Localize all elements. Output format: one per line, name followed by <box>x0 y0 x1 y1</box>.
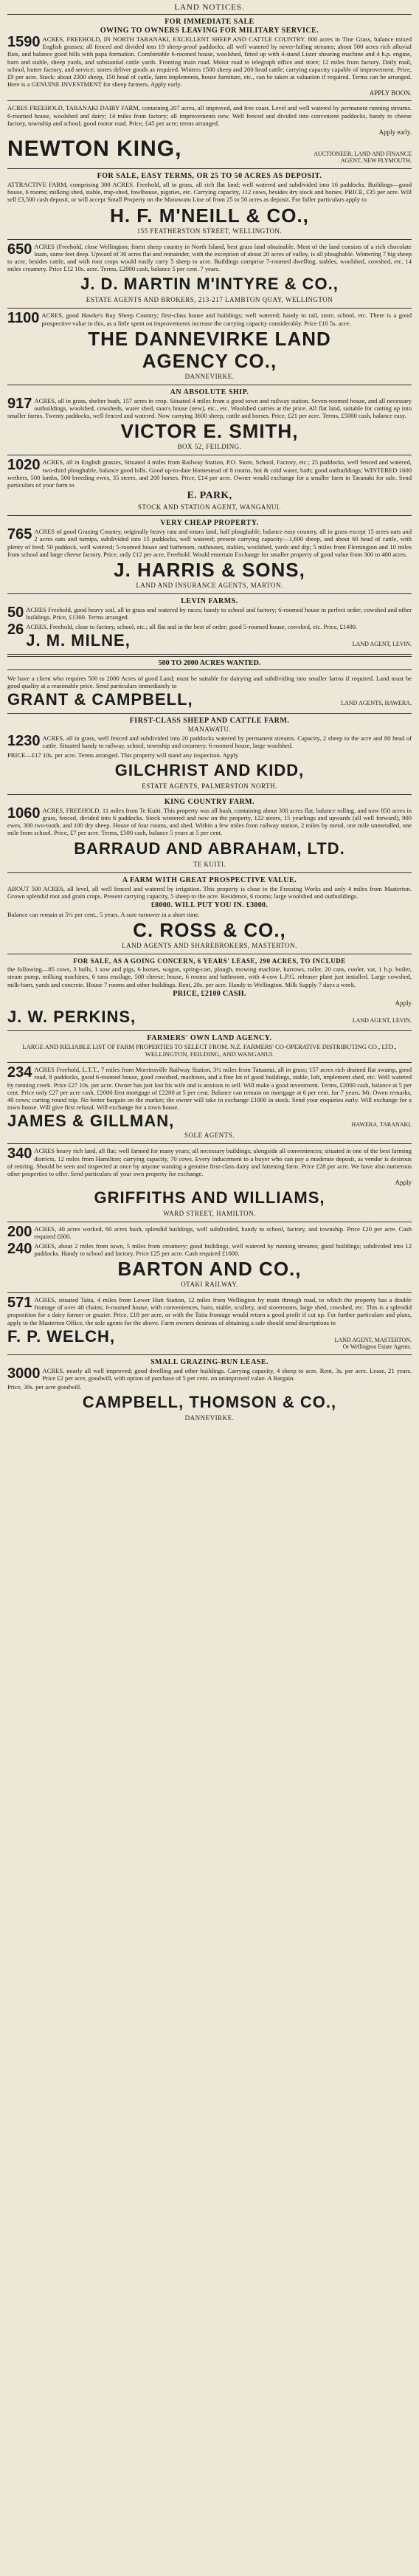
price-line: £8000. WILL PUT YOU IN. £3000. <box>150 900 269 909</box>
ad-body <box>7 1367 412 1382</box>
ad-body <box>7 528 412 558</box>
ad-text: ACRES heavy rich land, all flat; well farmed for many years; all necessary buildings; alongside all conveniences; situated in one of the best farming districts, 12 miles from Hamilton; carrying capacity, 70 cows. Every inducement to a buyer who can pay a moderate deposit, as vendor is desirous of retiring. Should be seen and inspected at once by anyone wanting a genuine first-class dairy and fattening farm. Price £28 per acre. We have also numerous other properties to offer. Send particulars of your own property for exchange. <box>7 1147 412 1177</box>
section-title: LAND NOTICES. <box>174 3 245 12</box>
agent-name: J. M. MILNE, <box>26 630 131 650</box>
agent-description: LAND AGENTS, HAWERA. <box>341 700 412 707</box>
ad-body <box>7 458 412 489</box>
agent-name: NEWTON KING, <box>7 137 182 162</box>
ad-body <box>7 397 412 420</box>
ad-dairy-farm <box>7 101 412 169</box>
ad-heading: FARMERS' OWN LAND AGENCY. <box>147 1033 272 1042</box>
apply-line: Apply early. <box>378 128 412 137</box>
ad-body <box>7 1147 412 1177</box>
ad-griffiths-williams <box>7 1144 412 1222</box>
ad-subheading: MANAWATU. <box>187 726 232 734</box>
land-notices-page <box>7 0 412 1426</box>
agent-town: DANNEVIRKE. <box>184 372 235 380</box>
acreage-figure: 1590 <box>7 34 41 50</box>
ad-text: ACRES of good Grazing Country, originally heavy rata and totara land, half ploughable, balance easy country, all in grass except 15 acres oats and 2 acres oats and turnips, subdivided into 15 paddocks, well watered; present carrying capacity—1,600 sheep, and about 60 head of cattle, with plenty of feed; 50 paddock, well watered; 5-roomed house and bathroom, outhouses, stables, woolshed, yards and dip; 5 miles from Flemington and 10 miles from school and large cheese factory. Price, only £12 per acre, Freehold. Would entertain Exchange for smaller property of good value from 300 to 400 acres. <box>7 528 412 558</box>
ad-text: ACRES, situated Taita, 4 miles from Lower Hutt Station, 12 miles from Wellington by main through road, to which the property has a double frontage of over 40 chains; 6-roomed house, with conveniences, barn, stable, scullery, and storerooms, large shed, cowshed, etc. This is a splendid proposition for a dairy farmer or grazier. Price, £18 per acre, or with the Taita frontage would return a good profit if cut up. For further particulars and plans, apply to the Masterton Office, the sole agents for the above. Farm owners desirous of obtaining a sale should send descriptions to <box>7 1296 412 1326</box>
ad-text: ACRES FREEHOLD, TARANAKI DAIRY FARM, containing 207 acres, all improved, and free coast. Level and well watered by permanent running streams. 6-roomed house, woolshed and dairy; 14 miles from factory; all improvements new. Well fenced and divided into convenient paddocks, handy to cheese factory, township and school; good motor road. Price, £45 per acre; terms arranged. <box>7 104 412 127</box>
acreage-figure: 917 <box>7 395 32 412</box>
apply-line: Apply <box>395 999 412 1007</box>
ad-barraud-abraham <box>7 795 412 873</box>
agent-name-line2: AGENCY CO., <box>142 349 277 372</box>
ad-heading: FIRST-CLASS SHEEP AND CATTLE FARM. <box>129 717 290 726</box>
agent-description: AUCTIONEER, LAND AND FINANCE AGENT, NEW PLYMOUTH. <box>314 151 412 165</box>
agent-block <box>7 1008 412 1026</box>
agent-name: J. D. MARTIN M'INTYRE & CO., <box>80 275 339 294</box>
acreage-figure: 1100 <box>7 310 40 327</box>
ad-harris-sons <box>7 516 412 594</box>
acreage-figure: 650 <box>7 241 32 258</box>
ad-heading: A FARM WITH GREAT PROSPECTIVE VALUE. <box>122 875 297 884</box>
ad-heading: KING COUNTRY FARM. <box>164 797 255 806</box>
wanted-heading: 500 TO 2000 ACRES WANTED. <box>7 656 412 670</box>
ad-military-sale <box>7 15 412 101</box>
acreage-figure: 3000 <box>7 1365 41 1382</box>
ad-text: ACRES, good Hawke's Bay Sheep Country; first-class house and buildings; well watered; handy to rail, store, school, etc. There is a good prospective value in this, as a little spent on improvements increase the carrying capacity considerably. Price £10 5s. acre. <box>41 311 412 327</box>
agent-block <box>7 1112 412 1130</box>
agent-block <box>26 632 412 650</box>
agent-name: GRANT & CAMPBELL, <box>7 690 193 709</box>
ad-campbell-thomson <box>7 1355 412 1427</box>
acreage-figure: 1020 <box>7 457 41 474</box>
price-line: PRICE—£17 10s. per acre. Terms arranged. This property will stand any inspection. Apply <box>7 751 239 759</box>
agent-address: ESTATE AGENTS, PALMERSTON NORTH. <box>142 782 277 790</box>
agent-address: LAND AND INSURANCE AGENTS, MARTON. <box>136 582 283 590</box>
agent-description-line1: LAND AGENT, MASTERTON. <box>334 1336 412 1343</box>
ad-tagline: Here is a GENUINE INVESTMENT for sheep farmers. Apply early. <box>7 80 182 89</box>
acreage-figure: 571 <box>7 1295 32 1311</box>
ad-grant-campbell <box>7 672 412 714</box>
ad-text: We have a client who requires 500 to 2000 Acres of good Land; must be suitable for dairying and subdividing into smaller farms if required. Land must be good quality at a reasonable price. Send particulars immediately to <box>7 674 412 689</box>
ad-body-1 <box>7 1225 412 1240</box>
acreage-figure: 26 <box>7 621 24 638</box>
ad-body <box>7 1296 412 1326</box>
section-header <box>7 1 412 15</box>
ad-heading: FOR IMMEDIATE SALE <box>165 18 254 26</box>
ad-text: ACRES, all in English grasses, Situated 4 miles from Railway Station, P.O. Store, School, Factory, etc.; 25 paddocks, well fenced and watered, two-third ploughable, balance good hills. Good up-to-date Homestead of 8 rooms, hot & cold water, bath; good outbuildings; WINTERED 1600 wethers, 500 lambs, 500 breeding ewes, 35 steers, and 200 horses. Price, £14 per acre. Owner would exchange for a smaller farm in Taranaki for sale. Send particulars of your farm to <box>7 458 412 489</box>
agent-name: F. P. WELCH, <box>7 1326 116 1346</box>
apply-line: Apply <box>395 1179 412 1187</box>
ad-body <box>7 311 412 326</box>
ad-text: LARGE AND RELIABLE LIST OF FARM PROPERTIES TO SELECT FROM. N.Z. FARMERS' CO-OPERATIVE DISTRIBUTING CO., LTD., WELLINGTON, FEILDING, AND WANGANUI. <box>22 1042 397 1058</box>
agent-name: J. W. PERKINS, <box>7 1007 136 1026</box>
ad-text: ACRES, nearly all well improved; good dwelling and other buildings. Carrying capacity, 4 sheep to acre. Rent, 3s. per acre. Lease, 21 years. Price £2 per acre, goodwill, with option of purchase of 5 per cent. on unimproved value. A Bargain. <box>42 1366 412 1382</box>
acreage-figure: 240 <box>7 1240 32 1257</box>
balance-line: Balance can remain at 5½ per cent., 5 years. A sure turnover in a short time. <box>7 910 200 918</box>
ad-martin-mintyre <box>7 240 412 309</box>
ad-heading: VERY CHEAP PROPERTY. <box>160 519 259 528</box>
ad-james-gillman <box>7 1063 412 1144</box>
ad-body <box>7 1066 412 1111</box>
ad-heading: AN ABSOLUTE SHIP. <box>170 388 249 396</box>
ad-body-2 <box>7 1242 412 1257</box>
ad-body <box>7 35 412 88</box>
ad-victor-smith <box>7 385 412 456</box>
agent-name: VICTOR E. SMITH, <box>120 420 299 443</box>
ad-heading: FOR SALE, EASY TERMS, OR 25 TO 50 ACRES AS DEPOSIT. <box>97 172 322 181</box>
ad-body <box>7 807 412 837</box>
ad-text: ABOUT 500 ACRES, all level, all well fenced and watered by irrigation. This property is close to the Freezing Works and only 4 miles from Masterton. Grown splendid root and grain crops. Present carrying capacity, 5 sheep to the acre. Residence, 6 rooms; large woolshed and outbuildings. <box>7 884 412 900</box>
agent-name: BARRAUD AND ABRAHAM, LTD. <box>74 838 345 858</box>
agent-name: C. ROSS & CO., <box>133 919 286 942</box>
ad-body-2 <box>7 621 412 638</box>
ad-text: ACRES Freehold, good heavy soil, all in grass and watered by races; handy to school and factory; 6-roomed house in perfect order; cowshed and other buildings. Price, £1300. Terms arranged. <box>26 606 412 621</box>
ad-body <box>7 734 412 749</box>
acreage-figure: 1230 <box>7 733 41 750</box>
agent-description <box>334 1337 412 1350</box>
ad-body-1 <box>7 606 412 621</box>
agent-address: 155 FEATHERSTON STREET, WELLINGTON. <box>136 227 283 235</box>
agent-block <box>7 1328 412 1350</box>
acreage-figure: 234 <box>7 1064 32 1081</box>
agent-address: BOX 52, FEILDING. <box>177 443 242 451</box>
ad-welch <box>7 1293 412 1355</box>
ad-heading: SMALL GRAZING-RUN LEASE. <box>150 1357 269 1366</box>
ad-text: ACRES, about 2 miles from town, 5 miles from creamery; good buildings, well watered by running streams; good buildings; subdivided into 12 paddocks. Handy to school and factory. Price £25 per acre. Cash required £1000. <box>34 1241 412 1257</box>
ad-text: ATTRACTIVE FARM, comprising 300 ACRES. Freehold, all in grass, all rich flat land; well watered and subdivided into 16 paddocks. Buildings—good house, 6 rooms; milking shed, stable, trap-shed, fowlhouse, pigsties, etc. Carrying capacity, 112 cows, besides dry stock and horses. PRICE, £35 per acre. Will sell £3,500 cash deposit, or will accept Small Property on the Manawatu Line of from 25 to 50 acres as deposit. For fuller particulars apply to <box>7 181 412 204</box>
agent-address: ESTATE AGENTS AND BROKERS, 213-217 LAMBTON QUAY, WELLINGTON <box>86 296 333 304</box>
acreage-figure: 765 <box>7 526 32 543</box>
ad-barton <box>7 1222 412 1293</box>
ad-heading: FOR SALE, AS A GOING CONCERN, 6 YEARS' LEASE, 290 ACRES, TO INCLUDE <box>73 957 346 965</box>
agent-address: STOCK AND STATION AGENT, WANGANUI. <box>137 503 282 512</box>
agent-name: GRIFFITHS AND WILLIAMS, <box>94 1188 325 1208</box>
ad-gilchrist-kidd <box>7 714 412 795</box>
ad-text: the following—85 cows, 3 bulls, 1 sow and pigs, 6 horses, wagon, spring-cart, plough, mowing machine, harrows, roller, 20 cans, cooler, vat, 1 h.p. boiler, steam pump, milking machines, 6 tons ensilage, 500 cheese; house, 6 rooms and bathroom, with 4-cow L.P.G. releaser plant just installed. Large cowshed, milk-barn, yards and concrete. House 7 rooms and other buildings. Rent, 20s. per acre. Handy to Wellington. Milk Supply 7 days a week. <box>7 965 412 988</box>
ad-e-park <box>7 455 412 516</box>
agent-town: OTAKI RAILWAY. <box>181 1281 238 1288</box>
price-line: PRICE, £2100 CASH. <box>173 989 246 998</box>
agent-name: GILCHRIST AND KIDD, <box>114 760 305 779</box>
ad-c-ross <box>7 873 412 955</box>
ad-text: ACRES, all in grass, well fenced and subdivided into 20 paddocks watered by permanent streams. Capacity, 2 sheep to the acre and 80 head of cattle. Situated handy to railway, school, township and creamery. 6-roomed house, large woolshed. <box>42 734 412 750</box>
ad-farmers-agency <box>7 1031 412 1063</box>
agent-name-line1: THE DANNEVIRKE LAND <box>88 327 331 350</box>
agent-description: LAND AGENT, LEVIN. <box>352 640 412 647</box>
ad-perkins <box>7 954 412 1031</box>
ad-mneill <box>7 169 412 240</box>
ad-subheading: OWING TO OWNERS LEAVING FOR MILITARY SERVICE. <box>100 27 319 35</box>
agent-name: CAMPBELL, THOMSON & CO., <box>82 1393 337 1412</box>
agent-description: LAND AGENT, LEVIN. <box>352 1016 412 1024</box>
agent-block <box>7 137 412 164</box>
acreage-figure: 1060 <box>7 805 41 822</box>
agent-address: WARD STREET, HAMILTON. <box>163 1210 256 1218</box>
apply-line: APPLY BOON. <box>369 89 412 97</box>
acreage-figure: 340 <box>7 1146 32 1163</box>
agent-description: HAWERA, TARANAKI. <box>351 1121 412 1129</box>
ad-text: ACRES, all in grass, shelter bush, 157 acres in crop. Situated 4 miles from a good town and railway station. Seven-roomed house, and all necessary outbuildings, woolshed, cowsheds, water shed, man's house (new), etc., etc. Woolshed carries at the price. All flat land, suitable for cutting up into smaller farms. Twenty paddocks, well fenced and watered. Now carrying 3600 sheep, cattle and horses. Price, £21 per acre. Terms, £5000 cash, balance easy. <box>7 396 412 420</box>
agent-name: H. F. M'NEILL & CO., <box>110 204 309 227</box>
ad-text: ACRES, Freehold, close to factory, school, etc.; all flat and in the best of order; good 5-roomed house, cowshed, etc. Price, £1400. <box>26 622 358 630</box>
ad-text: ACRES, FREEHOLD, 11 miles from Te Kuiti. This property was all bush, containing about 300 acres flat, balance rolling, and now 850 acres in grass, fenced, divided into 6 paddocks. Stock wintered and now on the property, 122 steers, 15 yearlings and upwards (all well forward), 900 ewes, 300 two-tooth, and 100 dry sheep. House of four rooms, and shed. Within a few miles from railway station, 2 miles by metal, one mile unmetalled, one mile from school. Price, £7 per acre. Terms, £500 cash, balance 5 years at 5 per cent. <box>7 806 412 837</box>
ad-dannevirke-land <box>7 309 412 385</box>
ad-body <box>7 243 412 273</box>
price-line: Price, 30s. per acre goodwill. <box>7 1383 82 1391</box>
ad-text: ACRES (Freehold, close Wellington; finest sheep country in North Island, best grass land obtainable. Most of the land consists of a rich chocolate loam, some feet deep. Upward of 30 acres flat and remainder, with the exception of about 20 acres of valley, is all ploughable. Wintering 7 big sheep to acre, besides cattle, and with root crops would easily carry 5 sheep to acre. Buildings comprise 7-roomed dwelling, stables, woolshed, cowshed, etc. 14 miles creamery. Price £12 10s. acre. Terms, £2000 cash, balance 5 per cent. 7 years. <box>7 242 412 273</box>
agent-name: J. HARRIS & SONS, <box>114 559 305 582</box>
agent-description-line2: Or Wellington Estate Agents. <box>342 1343 412 1350</box>
agent-town: TE KUITI. <box>193 860 226 868</box>
ad-text: ACRES, 40 acres worked, 60 acres bush, splendid buildings, well subdivided, handy to school, factory, and township. Price £20 per acre. Cash required £600. <box>34 1225 412 1241</box>
agent-name: BARTON AND CO., <box>117 1258 302 1280</box>
ad-text: ACRES Freehold, L.T.T., 7 miles from Morrinsville Railway Station, 3½ miles from Tatuanui, all in grass; 157 acres rich drained flat swamp, good road, 8 paddocks, good 6-roomed house, good cowshed, machines, and a fine lot of good buildings, stable, loft, implement shed, etc. Well watered by running creek. Price £27 10s. per acre. Owner has just lost his wife and is anxious to sell. Will make a good investment. Terms, £2000 cash, balance at 5 per cent. Price only £27 per acre cash, £2000 first mortgage of £2200 at 5 per cent. Balance can remain on mortgage at 6 per cent. for 7 years. Mr. Owen remarks, 40 cows; carting round trip. No better bargain on the market; the owner will take in exchange £1000 in stock. Send your enquiries early. Will exchange for a town house. Will give first refusal. Will exchange for a town house. <box>7 1066 412 1112</box>
ad-heading: LEVIN FARMS. <box>181 597 238 606</box>
ad-text: ACRES, FREEHOLD, IN NORTH TARANAKI, EXCELLENT SHEEP AND CATTLE COUNTRY. 800 acres in Tine Grass, balance mixed English grasses; all fenced and divided into 19 sheep-proof paddocks; all well watered by never-failing streams; about 500 acres rich alluvial flats, and balance good hills with papa formation. Comfortable 6-roomed house, woolshed, fitted up with 4-stand Lister shearing machine and 4 h.p. engine, barn and stable, sheep yards, and substantial cattle yards. Fronting main road. Motor road to telegraph office and store; 12 miles from factory. Daily mail, school, butter factory, and service; stores deliver goods as required. Winters 1500 sheep and 200 head cattle; carrying capacity capable of improvement. Price, £9 per acre. Stock: about 2300 sheep, 150 head of cattle, farm implements, house furniture, etc., can be taken at valuation if required. Terms can be arranged. <box>7 35 412 81</box>
acreage-figure: 50 <box>7 605 24 621</box>
agent-town: DANNEVIRKE. <box>184 1414 235 1422</box>
agent-block <box>7 691 412 709</box>
agent-name: E. PARK, <box>187 490 232 502</box>
ad-milne <box>7 594 412 655</box>
agent-name: JAMES & GILLMAN, <box>7 1112 175 1131</box>
agent-address: LAND AGENTS AND SHAREBROKERS, MASTERTON. <box>122 942 297 950</box>
agent-sub: SOLE AGENTS. <box>184 1132 235 1140</box>
acreage-figure: 200 <box>7 1224 32 1241</box>
